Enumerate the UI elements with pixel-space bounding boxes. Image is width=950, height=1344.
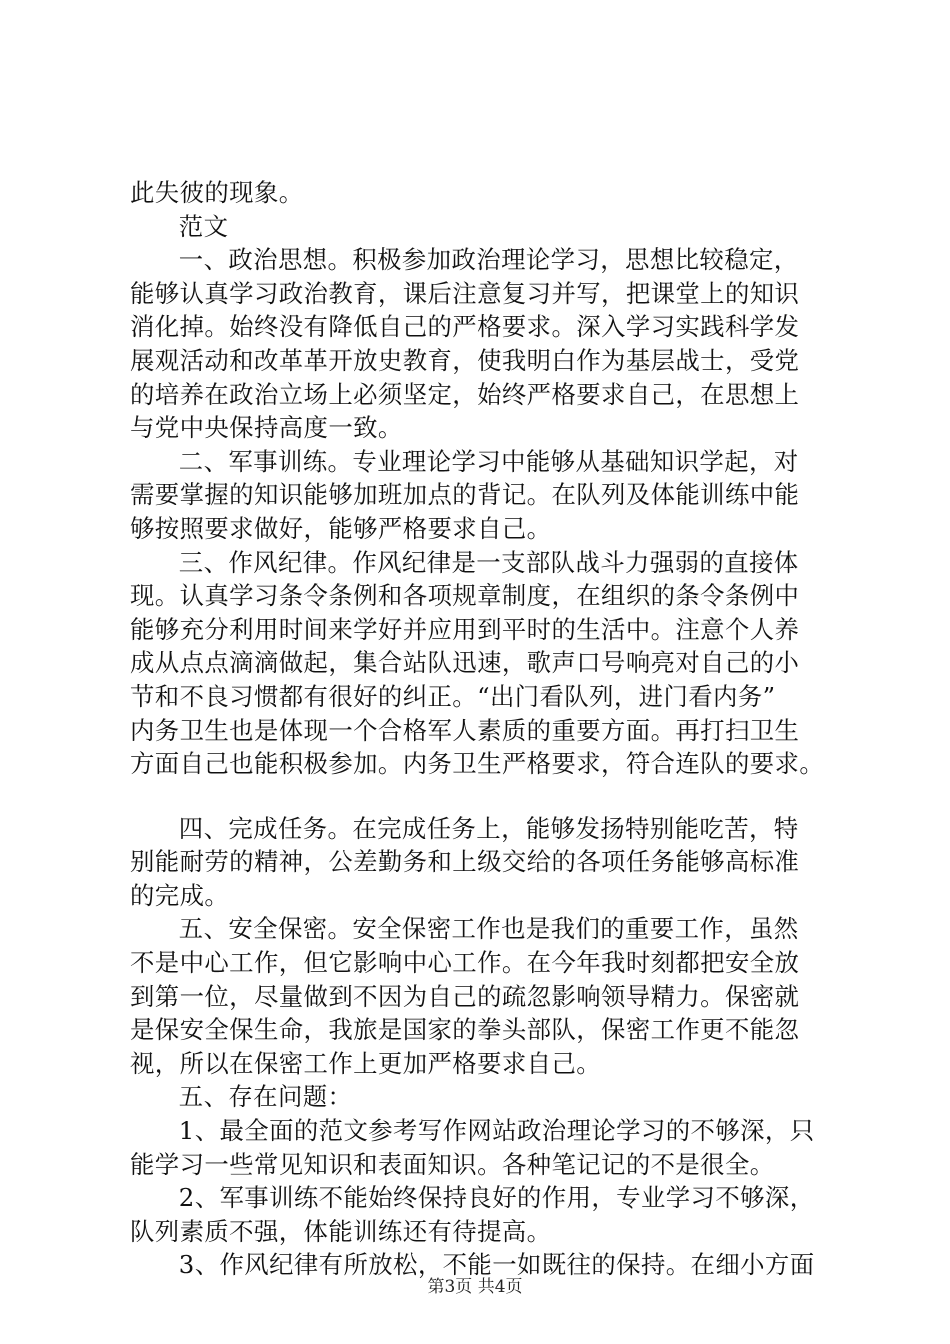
text-line: 是保安全保生命，我旅是国家的拳头部队，保密工作更不能忽: [130, 1015, 800, 1045]
text-line: 能学习一些常见知识和表面知识。各种笔记记的不是很全。: [130, 1149, 775, 1179]
text-line: 不是中心工作，但它影响中心工作。在今年我时刻都把安全放: [130, 948, 800, 978]
document-body: [130, 176, 830, 1282]
text-line: 到第一位，尽量做到不因为自己的疏忽影响领导精力。保密就: [130, 981, 800, 1011]
text-line: 范文: [178, 211, 229, 241]
text-line: 与党中央保持高度一致。: [130, 413, 403, 443]
text-line: 成从点点滴滴做起，集合站队迅速，歌声口号响亮对自己的小: [130, 648, 800, 678]
text-line: 现。认真学习条令条例和各项规章制度，在组织的条令条例中: [130, 581, 800, 611]
page-footer: 第3页 共4页: [427, 1277, 523, 1297]
text-line: 视，所以在保密工作上更加严格要求自己。: [130, 1048, 602, 1078]
text-line: 的完成。: [130, 880, 230, 910]
text-line: 能够认真学习政治教育，课后注意复习并写，把课堂上的知识: [130, 278, 800, 308]
text-line: 二、军事训练。专业理论学习中能够从基础知识学起，对: [178, 446, 799, 476]
text-line: 节和不良习惯都有很好的纠正。“出门看队列，进门看内务”: [130, 681, 776, 711]
text-line: 需要掌握的知识能够加班加点的背记。在队列及体能训练中能: [130, 480, 800, 510]
text-line: 一、政治思想。积极参加政治理论学习，思想比较稳定，: [178, 245, 799, 275]
text-line: 五、存在问题：: [178, 1082, 353, 1112]
text-line: 够按照要求做好，能够严格要求自己。: [130, 513, 552, 543]
text-line: 队列素质不强，体能训练还有待提高。: [130, 1216, 552, 1246]
text-line: 消化掉。始终没有降低自己的严格要求。深入学习实践科学发: [130, 312, 800, 342]
text-line: 别能耐劳的精神，公差勤务和上级交给的各项任务能够高标准: [130, 847, 800, 877]
text-line: 此失彼的现象。: [130, 178, 304, 207]
text-line: 展观活动和改革革开放史教育，使我明白作为基层战士，受党: [130, 345, 800, 375]
text-line: 2、军事训练不能始终保持良好的作用，专业学习不够深，: [178, 1183, 815, 1213]
text-line: 能够充分利用时间来学好并应用到平时的生活中。注意个人养: [130, 614, 800, 644]
text-line: 的培养在政治立场上必须坚定，始终严格要求自己，在思想上: [130, 379, 800, 409]
paragraph-gap: [130, 781, 830, 812]
text-line: 方面自己也能积极参加。内务卫生严格要求，符合连队的要求。: [130, 749, 825, 779]
text-line: 内务卫生也是体现一个合格军人素质的重要方面。再打扫卫生: [130, 715, 800, 745]
text-line: 五、安全保密。安全保密工作也是我们的重要工作，虽然: [178, 914, 799, 944]
text-line: 1、最全面的范文参考写作网站政治理论学习的不够深，只: [178, 1116, 815, 1146]
text-line: 四、完成任务。在完成任务上，能够发扬特别能吃苦，特: [178, 813, 799, 843]
text-line: 3、作风纪律有所放松，不能一如既往的保持。在细小方面: [178, 1250, 815, 1280]
text-line: 三、作风纪律。作风纪律是一支部队战斗力强弱的直接体: [178, 547, 799, 577]
